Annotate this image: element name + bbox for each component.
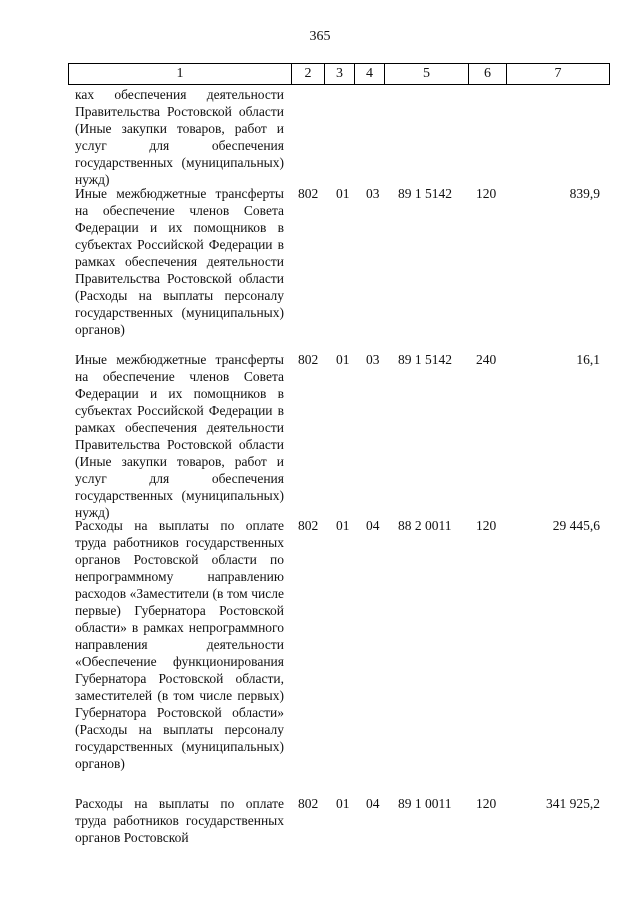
- row-description: Расходы на выплаты по оплате труда работников государственных органов Ростовской области по непрограммному направлению расходов «Заместители (в том числе первые) Губернатора Ростовской области» в рамках непрограммного направления деятельности «Обеспечение функционирования Губернатора Ростовской области, заместителей (в том числе первых) Губернатора Ростовской области» (Расходы на выплаты персоналу государственных (муниципальных) органов): [75, 518, 284, 771]
- row-target-article-code: 89 1 5142: [398, 186, 452, 201]
- row-description: ках обеспечения деятельности Правительства Ростовской области (Иные закупки товаров, работ и услуг для обеспечения государственных (муниципальных) нужд): [75, 87, 284, 187]
- row-amount: 839,9: [569, 186, 600, 201]
- row-subsection-code: 03: [366, 186, 380, 201]
- row-amount: 341 925,2: [546, 796, 600, 811]
- column-header-7: 7: [554, 66, 562, 81]
- row-expense-type-code: 120: [476, 796, 497, 811]
- row-description: Расходы на выплаты по оплате труда работников государственных органов Ростовской: [75, 796, 284, 845]
- row-amount: 29 445,6: [552, 518, 600, 533]
- column-header-5: 5: [385, 64, 469, 84]
- row-section-code: 01: [336, 186, 350, 201]
- row-expense-type-code: 120: [476, 186, 497, 201]
- row-department-code: 802: [298, 518, 319, 533]
- row-subsection-code: 04: [366, 518, 380, 533]
- column-header-1: 1: [69, 64, 292, 84]
- column-header-6: 6: [469, 64, 507, 84]
- row-amount: 16,1: [576, 352, 600, 367]
- row-description: Иные межбюджетные трансферты на обеспечение членов Совета Федерации и их помощников в субъектах Российской Федерации в рамках обеспечения деятельности Правительства Ростовской области (Расходы на выплаты персоналу государственных (муниципальных) органов): [75, 186, 284, 337]
- row-target-article-code: 89 1 0011: [398, 796, 452, 811]
- column-header-4: 4: [355, 64, 385, 84]
- row-target-article-code: 88 2 0011: [398, 518, 452, 533]
- row-target-article-code: 89 1 5142: [398, 352, 452, 367]
- page-number: 365: [309, 29, 331, 44]
- row-description: Иные межбюджетные трансферты на обеспечение членов Совета Федерации и их помощников в субъектах Российской Федерации в рамках обеспечения деятельности Правительства Ростовской области (Иные закупки товаров, работ и услуг для обеспечения государственных (муниципальных) нужд): [75, 352, 284, 520]
- row-department-code: 802: [298, 352, 319, 367]
- column-header-3: 3: [325, 64, 355, 84]
- row-subsection-code: 04: [366, 796, 380, 811]
- table-column-header: [68, 63, 610, 85]
- column-header-2: 2: [292, 64, 325, 84]
- row-department-code: 802: [298, 186, 319, 201]
- row-section-code: 01: [336, 518, 350, 533]
- row-subsection-code: 03: [366, 352, 380, 367]
- row-expense-type-code: 120: [476, 518, 497, 533]
- row-department-code: 802: [298, 796, 319, 811]
- row-expense-type-code: 240: [476, 352, 497, 367]
- row-section-code: 01: [336, 796, 350, 811]
- row-section-code: 01: [336, 352, 350, 367]
